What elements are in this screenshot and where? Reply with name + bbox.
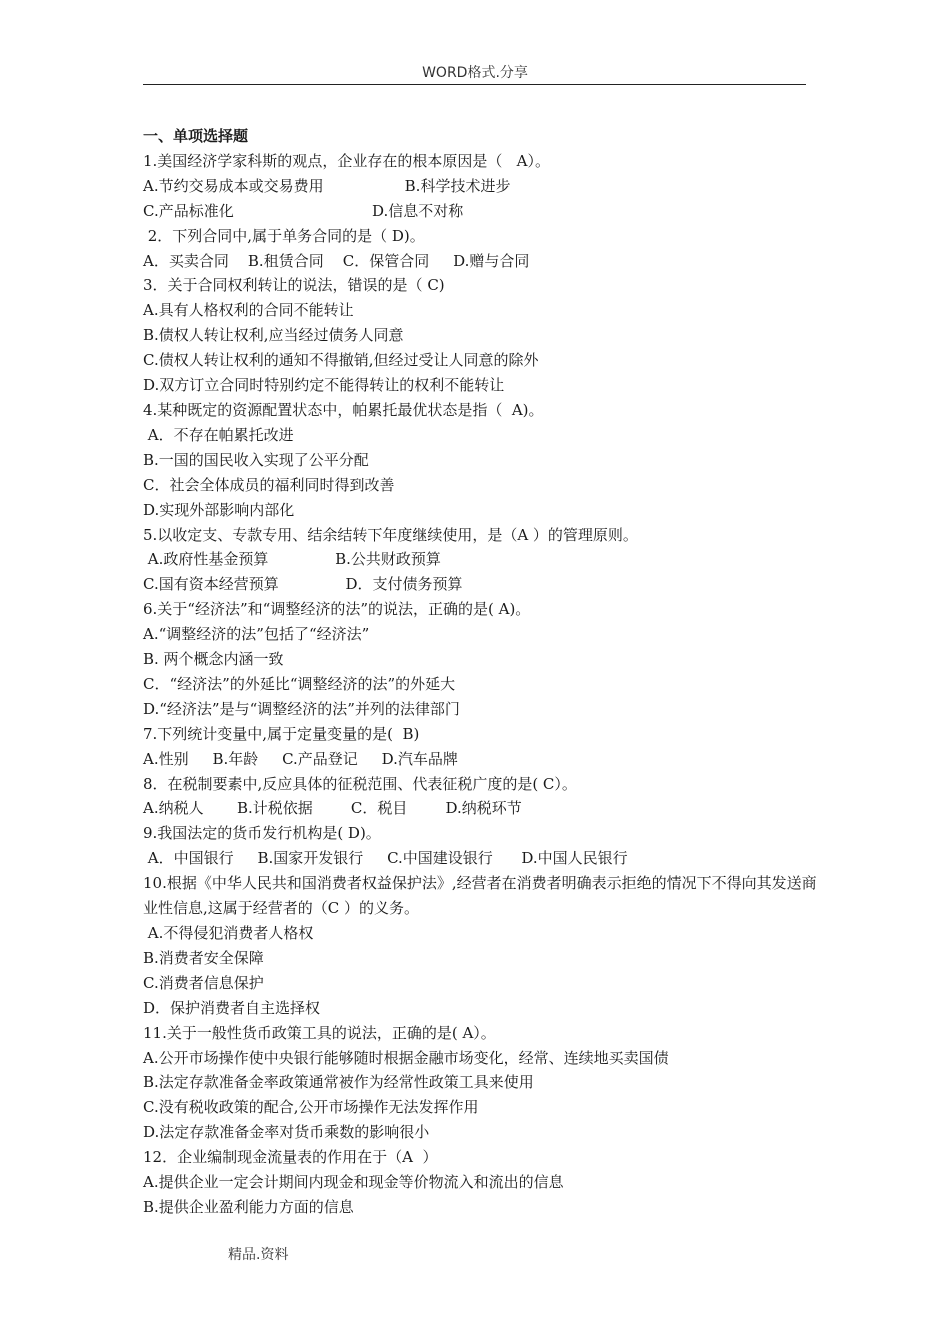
question-4: 4.某种既定的资源配置状态中，帕累托最优状态是指（ A)。 (143, 400, 544, 419)
question-11: 11.关于一般性货币政策工具的说法，正确的是( A）。 (143, 1023, 496, 1042)
document-body (143, 124, 823, 1220)
question-10-option-b: B.消费者安全保障 (143, 948, 264, 967)
question-1: 1.美国经济学家科斯的观点，企业存在的根本原因是（ A）。 (143, 151, 550, 170)
question-3-option-c: C.债权人转让权利的通知不得撤销,但经过受让人同意的除外 (143, 351, 539, 370)
question-3: 3．关于合同权利转让的说法，错误的是（ C) (143, 276, 445, 295)
question-7-options: A.性别 B.年龄 C.产品登记 D.汽车品牌 (143, 749, 458, 768)
question-2-options: A．买卖合同 B.租赁合同 C．保管合同 D.赠与合同 (143, 251, 530, 270)
question-10: 10.根据《中华人民共和国消费者权益保护法》,经营者在消费者明确表示拒绝的情况下不得向其发送商业性信息,这属于经营者的（C ）的义务。 (143, 874, 817, 918)
question-4-option-b: B.一国的国民收入实现了公平分配 (143, 450, 369, 469)
question-4-option-a: A．不存在帕累托改进 (143, 425, 294, 444)
question-1-options-ab: A.节约交易成本或交易费用 B.科学技术进步 (143, 176, 511, 195)
question-12-option-a: A.提供企业一定会计期间内现金和现金等价物流入和流出的信息 (143, 1173, 564, 1192)
question-12: 12．企业编制现金流量表的作用在于（A ） (143, 1148, 438, 1167)
question-5-options-cd: C.国有资本经营预算 D．支付债务预算 (143, 575, 463, 594)
question-12-option-b: B.提供企业盈利能力方面的信息 (143, 1197, 354, 1216)
question-7: 7.下列统计变量中,属于定量变量的是( B) (143, 724, 420, 743)
question-3-option-b: B.债权人转让权利,应当经过债务人同意 (143, 326, 404, 345)
question-10-option-c: C.消费者信息保护 (143, 973, 264, 992)
question-3-option-d: D.双方订立合同时特别约定不能得转让的权利不能转让 (143, 376, 505, 395)
page-header: WORD格式.分享 (422, 65, 528, 81)
question-6-option-b: B. 两个概念内涵一致 (143, 650, 284, 669)
question-9: 9.我国法定的货币发行机构是( D)。 (143, 824, 381, 843)
question-8: 8．在税制要素中,反应具体的征税范围、代表征税广度的是( C）。 (143, 774, 577, 793)
question-11-option-a: A.公开市场操作使中央银行能够随时根据金融市场变化，经常、连续地买卖国债 (143, 1048, 669, 1067)
question-8-options: A.纳税人 B.计税依据 C．税目 D.纳税环节 (143, 799, 522, 818)
question-5: 5.以收定支、专款专用、结余结转下年度继续使用，是（A ）的管理原则。 (143, 525, 638, 544)
question-10-option-a: A.不得侵犯消费者人格权 (143, 924, 314, 942)
question-10-option-d: D．保护消费者自主选择权 (143, 998, 321, 1017)
header-rule (143, 84, 806, 85)
question-1-options-cd: C.产品标准化 D.信息不对称 (143, 201, 464, 220)
question-11-option-c: C.没有税收政策的配合,公开市场操作无法发挥作用 (143, 1098, 479, 1117)
question-6-option-c: C．“经济法”的外延比“调整经济的法”的外延大 (143, 674, 456, 693)
question-5-options-ab: A.政府性基金预算 B.公共财政预算 (143, 550, 441, 569)
question-11-option-b: B.法定存款准备金率政策通常被作为经常性政策工具来使用 (143, 1073, 534, 1092)
question-9-options: A．中国银行 B.国家开发银行 C.中国建设银行 D.中国人民银行 (143, 849, 628, 868)
question-6-option-a: A.“调整经济的法”包括了“经济法” (143, 625, 370, 644)
section-title: 一、单项选择题 (143, 127, 249, 145)
question-4-option-c: C．社会全体成员的福利同时得到改善 (143, 475, 395, 494)
page-footer: 精品.资料 (228, 1247, 289, 1263)
question-6-option-d: D.“经济法”是与“调整经济的法”并列的法律部门 (143, 699, 460, 718)
question-4-option-d: D.实现外部影响内部化 (143, 500, 295, 519)
question-11-option-d: D.法定存款准备金率对货币乘数的影响很小 (143, 1123, 430, 1142)
question-2: 2．下列合同中,属于单务合同的是（ D)。 (143, 226, 425, 245)
question-3-option-a: A.具有人格权利的合同不能转让 (143, 301, 354, 320)
question-6: 6.关于“经济法”和“调整经济的法”的说法，正确的是( A)。 (143, 600, 531, 619)
